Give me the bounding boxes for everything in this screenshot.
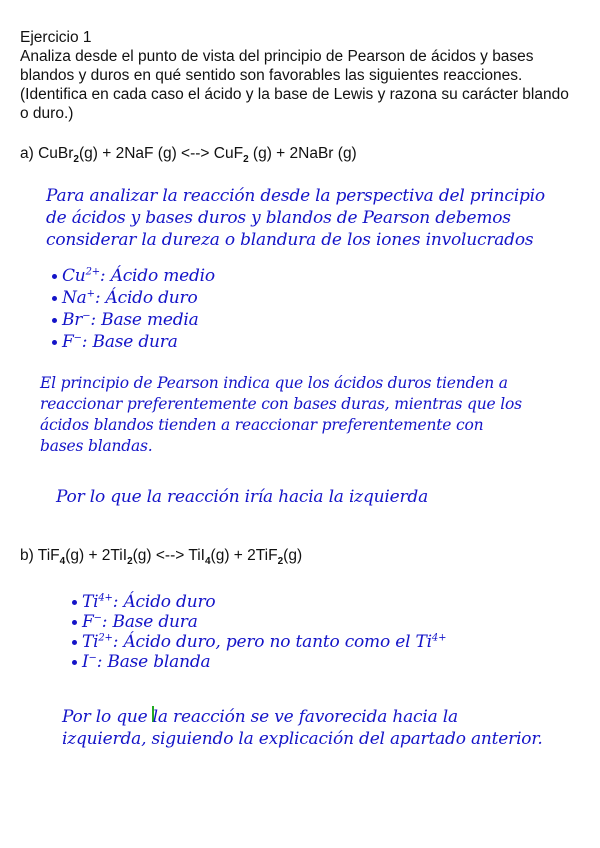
ion-desc: : Ácido duro (94, 288, 198, 308)
ion-desc: : Ácido medio (99, 266, 215, 286)
bullet-dot-icon (72, 600, 77, 605)
ion-charge: − (82, 310, 91, 322)
statement-line-3: (Identifica en cada caso el ácido y la base de Lewis y razona su carácter blando (20, 86, 569, 103)
reaction-a-sub2: 2 (243, 154, 249, 166)
ion-desc: : Ácido duro (112, 592, 216, 612)
reaction-a (20, 144, 357, 166)
statement-line-4: o duro.) (20, 105, 74, 122)
hand-a-ion-1 (52, 266, 215, 287)
ion-charge: + (86, 288, 95, 300)
bullet-dot-icon (52, 340, 57, 345)
bullet-dot-icon (52, 318, 57, 323)
bullet-dot-icon (72, 620, 77, 625)
ion-charge: − (93, 612, 102, 624)
reaction-a-sub1: 2 (73, 154, 79, 166)
hand-a-conclusion: Por lo que la reacción iría hacia la izquierda (56, 487, 429, 507)
reaction-b-mid4: (g) (283, 547, 303, 564)
reaction-a-prefix: a) CuBr (20, 145, 74, 162)
ion-symbol: I (82, 652, 89, 672)
ion-desc: : Base blanda (96, 652, 211, 672)
hand-a-ion-4 (52, 332, 178, 353)
ion-charge: − (73, 332, 82, 344)
ion-symbol: F (82, 612, 94, 632)
hand-b-ion-4 (72, 652, 210, 673)
ion-symbol: Ti (82, 632, 99, 652)
hand-b-conclusion-2: izquierda, siguiendo la explicación del apartado anterior. (62, 729, 543, 749)
hand-a-ion-2 (52, 288, 198, 309)
ion-charge: 2+ (85, 266, 100, 278)
reaction-b-sub2: 2 (127, 556, 133, 568)
exercise-title: Ejercicio 1 (20, 29, 92, 46)
statement-line-2: blandos y duros en qué sentido son favorables las siguientes reacciones. (20, 67, 523, 84)
reaction-b-sub4: 2 (277, 556, 284, 568)
ion-charge: 4+ (98, 592, 113, 604)
bullet-dot-icon (52, 274, 57, 279)
ion-desc: : Base dura (81, 332, 178, 352)
bullet-dot-icon (72, 640, 77, 645)
hand-a-principle-2: reaccionar preferentemente con bases duras, mientras que los (40, 395, 522, 413)
reaction-a-mid1: (g) + 2NaF (g) <--> CuF (78, 145, 244, 162)
hand-b-ion-2 (72, 612, 198, 633)
reaction-b (20, 546, 303, 568)
ion-symbol: F (62, 332, 74, 352)
reaction-b-mid2: (g) <--> TiI (132, 547, 205, 564)
ion-desc: : Ácido duro, pero no tanto como el Ti (112, 632, 432, 652)
ion-desc: : Base dura (101, 612, 198, 632)
reaction-b-mid3: (g) + 2TiF (210, 547, 278, 564)
bullet-dot-icon (52, 296, 57, 301)
ion-charge: − (88, 652, 97, 664)
hand-a-principle-1: El principio de Pearson indica que los ácidos duros tienden a (40, 374, 508, 392)
reaction-b-prefix: b) TiF (20, 547, 60, 564)
hand-a-ion-3 (52, 310, 199, 331)
ion-symbol: Na (62, 288, 87, 308)
reaction-a-mid2: (g) + 2NaBr (g) (248, 145, 357, 162)
hand-a-intro-3: considerar la dureza o blandura de los iones involucrados (46, 230, 534, 250)
ion-charge: 2+ (98, 632, 113, 644)
hand-b-ion-1 (72, 592, 215, 613)
reaction-b-sub3: 4 (204, 556, 211, 568)
statement-line-1: Analiza desde el punto de vista del principio de Pearson de ácidos y bases (20, 48, 534, 65)
hand-b-ion-3 (72, 632, 446, 653)
ion-symbol: Cu (62, 266, 86, 286)
ion-symbol: Br (62, 310, 83, 330)
reaction-b-sub1: 4 (59, 556, 66, 568)
reaction-b-mid1: (g) + 2TiI (65, 547, 128, 564)
ion-desc: : Base media (90, 310, 199, 330)
hand-a-principle-3: ácidos blandos tienden a reaccionar preferentemente con (40, 416, 484, 434)
bullet-dot-icon (72, 660, 77, 665)
ion-trail-charge: 4+ (431, 632, 447, 644)
hand-b-conclusion-1: Por lo que la reacción se ve favorecida hacia la (62, 707, 458, 727)
hand-a-intro-1: Para analizar la reacción desde la perspectiva del principio (46, 186, 545, 206)
hand-a-principle-4: bases blandas. (40, 437, 153, 455)
hand-a-intro-2: de ácidos y bases duros y blandos de Pearson debemos (46, 208, 511, 228)
ion-symbol: Ti (82, 592, 99, 612)
